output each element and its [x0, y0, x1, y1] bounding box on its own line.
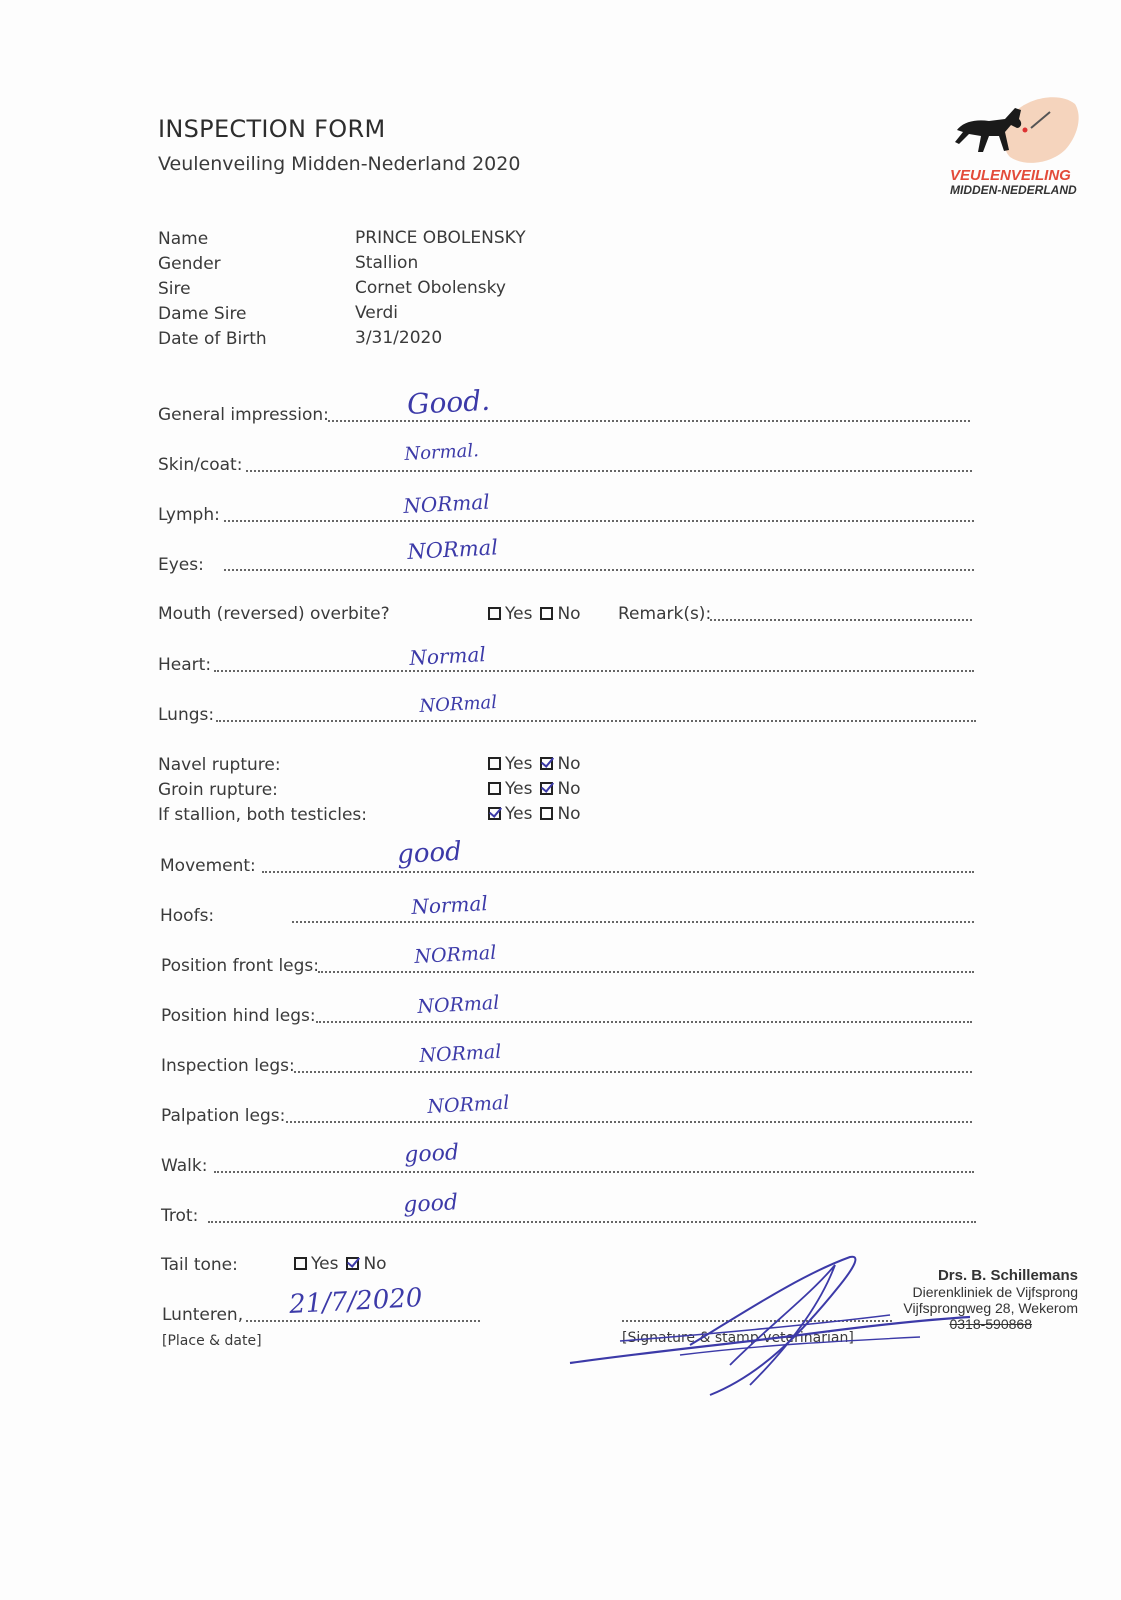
- tail-tone-yes-label: Yes: [311, 1254, 339, 1274]
- navel-no-checkbox[interactable]: [540, 757, 553, 770]
- testicles-no-label: No: [557, 804, 581, 824]
- mouth-no-label: No: [557, 604, 581, 624]
- testicles-no-checkbox[interactable]: [540, 807, 553, 820]
- hoofs-label: Hoofs:: [160, 906, 215, 926]
- date-value: 21/7/2020: [288, 1283, 424, 1320]
- lymph-line: [224, 520, 974, 522]
- walk-value: good: [403, 1140, 460, 1168]
- testicles-yes-checkbox[interactable]: [488, 807, 501, 820]
- walk-line: [214, 1171, 974, 1173]
- palpation-legs-label: Palpation legs:: [161, 1106, 286, 1126]
- dob-label: Date of Birth: [158, 329, 267, 349]
- heart-value: Normal: [408, 642, 487, 670]
- mouth-yes-label: Yes: [505, 604, 533, 624]
- remarks-label: Remark(s):: [618, 604, 712, 624]
- place-label: Lunteren,: [162, 1305, 244, 1325]
- groin-no-checkbox[interactable]: [540, 782, 553, 795]
- stamp-clinic: Dierenkliniek de Vijfsprong: [912, 1284, 1078, 1300]
- navel-yes-checkbox[interactable]: [488, 757, 501, 770]
- stamp-phone: 0318-590868: [949, 1316, 1032, 1332]
- navel-rupture-label: Navel rupture:: [158, 755, 281, 775]
- testicles-label: If stallion, both testicles:: [158, 805, 368, 825]
- mouth-no-checkbox[interactable]: [540, 607, 553, 620]
- name-value: PRINCE OBOLENSKY: [355, 228, 526, 248]
- heart-line: [214, 670, 974, 672]
- testicles-yes-label: Yes: [505, 804, 533, 824]
- remarks-line: [710, 619, 972, 621]
- front-legs-line: [318, 971, 974, 973]
- tail-tone-no-checkbox[interactable]: [346, 1257, 359, 1270]
- navel-yes-no: [488, 754, 581, 774]
- heart-label: Heart:: [158, 655, 212, 675]
- tail-tone-yes-no: [294, 1254, 387, 1274]
- movement-value: good: [396, 836, 463, 870]
- dame-sire-label: Dame Sire: [158, 304, 247, 324]
- logo-subline: MIDDEN-NEDERLAND: [950, 183, 1077, 197]
- place-date-caption: [Place & date]: [162, 1333, 262, 1349]
- tail-tone-label: Tail tone:: [161, 1255, 238, 1275]
- form-subtitle: Veulenveiling Midden-Nederland 2020: [158, 153, 521, 175]
- eyes-value: NORmal: [406, 535, 499, 564]
- mouth-yes-no: [488, 604, 581, 624]
- testicles-yes-no: [488, 804, 581, 824]
- eyes-line: [224, 569, 974, 571]
- form-title: INSPECTION FORM: [158, 115, 386, 143]
- lungs-label: Lungs:: [158, 705, 215, 725]
- trot-line: [208, 1221, 976, 1223]
- skin-coat-value: Normal.: [403, 440, 480, 465]
- groin-no-label: No: [557, 779, 581, 799]
- inspection-legs-value: NORmal: [418, 1040, 502, 1067]
- hind-legs-label: Position hind legs:: [161, 1006, 316, 1026]
- dob-value: 3/31/2020: [355, 328, 443, 348]
- gender-label: Gender: [158, 254, 221, 274]
- groin-yes-no: [488, 779, 581, 799]
- tail-tone-no-label: No: [363, 1254, 387, 1274]
- place-date-line: [246, 1320, 480, 1322]
- gender-value: Stallion: [355, 253, 419, 273]
- palpation-legs-line: [286, 1121, 972, 1123]
- walk-label: Walk:: [161, 1156, 208, 1176]
- hoofs-line: [292, 921, 974, 923]
- tail-tone-yes-checkbox[interactable]: [294, 1257, 307, 1270]
- movement-line: [262, 871, 974, 873]
- stamp-vet-name: Drs. B. Schillemans: [937, 1267, 1078, 1284]
- lungs-value: NORmal: [418, 691, 498, 717]
- mouth-overbite-label: Mouth (reversed) overbite?: [158, 604, 390, 624]
- signature-scribble: [560, 1245, 980, 1405]
- inspection-legs-label: Inspection legs:: [161, 1056, 295, 1076]
- sire-label: Sire: [158, 279, 191, 299]
- trot-value: good: [402, 1190, 459, 1218]
- groin-rupture-label: Groin rupture:: [158, 780, 278, 800]
- navel-no-label: No: [557, 754, 581, 774]
- movement-label: Movement:: [160, 856, 256, 876]
- dame-sire-value: Verdi: [355, 303, 398, 323]
- front-legs-label: Position front legs:: [161, 956, 319, 976]
- lungs-line: [216, 720, 976, 722]
- eyes-label: Eyes:: [158, 555, 204, 575]
- navel-yes-label: Yes: [505, 754, 533, 774]
- hoofs-value: Normal: [410, 891, 489, 919]
- general-impression-label: General impression:: [158, 405, 329, 425]
- signature-caption: [Signature & stamp veterinarian]: [622, 1330, 854, 1346]
- sire-value: Cornet Obolensky: [355, 278, 506, 298]
- name-label: Name: [158, 229, 209, 249]
- lymph-label: Lymph:: [158, 505, 220, 525]
- mouth-yes-checkbox[interactable]: [488, 607, 501, 620]
- inspection-legs-line: [294, 1071, 972, 1073]
- general-impression-line: [328, 420, 970, 422]
- skin-coat-label: Skin/coat:: [158, 455, 243, 475]
- trot-label: Trot:: [161, 1206, 199, 1226]
- general-impression-value: Good.: [406, 383, 491, 421]
- front-legs-value: NORmal: [413, 941, 497, 968]
- lymph-value: NORmal: [402, 489, 491, 518]
- skin-coat-line: [246, 470, 972, 472]
- palpation-legs-value: NORmal: [426, 1091, 510, 1118]
- logo-wordmark: VEULENVEILING: [950, 167, 1071, 184]
- groin-yes-label: Yes: [505, 779, 533, 799]
- stamp-address: Vijfsprongweg 28, Wekerom: [903, 1300, 1078, 1316]
- hind-legs-line: [316, 1021, 972, 1023]
- hind-legs-value: NORmal: [416, 991, 500, 1018]
- groin-yes-checkbox[interactable]: [488, 782, 501, 795]
- logo-graphic: [945, 92, 1085, 172]
